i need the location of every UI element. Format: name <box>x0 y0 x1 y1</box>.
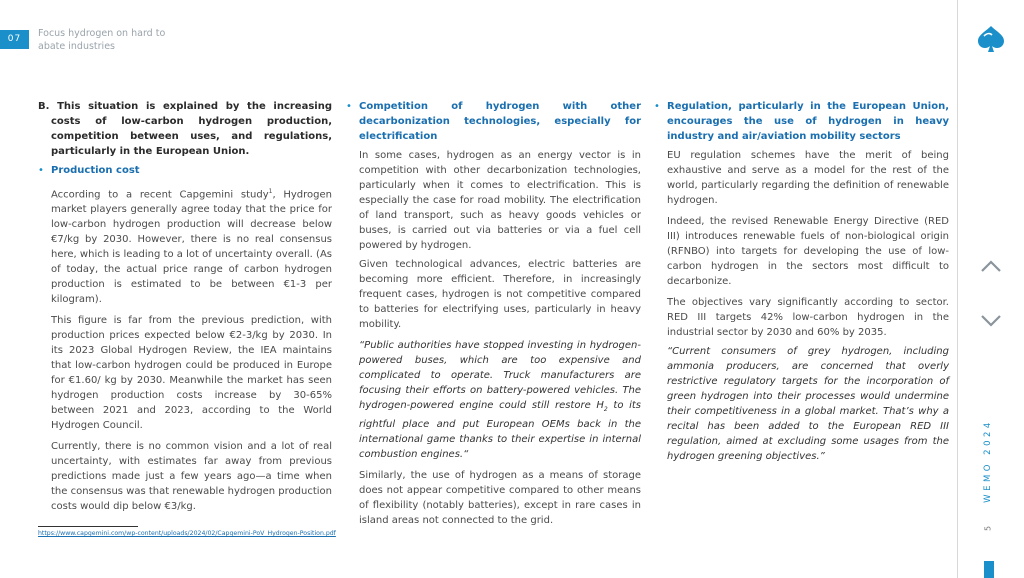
right-rail-divider <box>957 0 958 578</box>
brand-text: WEMO 2024 <box>983 419 993 503</box>
column-regulation <box>654 99 949 464</box>
pull-quote: “Public authorities have stopped investing in hydrogen-powered buses, which are too expensive and complicated to operate. Truck manufacturers are focusing their efforts on battery-powered vehicles. The hydrogen-powered engine could still restore $H_2$ to its rightful place and put European OEMs back in the international game thanks to their expertise in internal combustion engines.“ <box>359 340 642 460</box>
column-competition <box>346 99 641 528</box>
next-page-chevron-down-icon[interactable] <box>980 314 1002 328</box>
pull-quote: “Current consumers of grey hydrogen, including ammonia producers, are concerned that overly restrictive regulatory targets for the incorporation of green hydrogen into their processes would undermine their competitiveness in a global market. That’s why a recital has been added to the European RED III regulation, aimed at excluding some usages from the hydrogen greening objectives.” <box>667 346 949 462</box>
column-production-cost <box>38 99 332 514</box>
previous-page-chevron-up-icon[interactable] <box>980 259 1002 273</box>
footnote-ref: 1 <box>268 188 273 195</box>
paragraph: Similarly, the use of hydrogen as a means of storage does not appear competitive compared to other means of flexibility (notably batteries), except in rare cases in island areas not connected to the grid. <box>359 470 641 526</box>
intro-lead: B. This situation is explained by the increasing costs of low-carbon hydrogen production, competition between uses, and regulations, particularly in the European Union. <box>38 101 332 157</box>
paragraph: Currently, there is no common vision and a lot of real uncertainty, with estimates far away from previous predictions made just a few years ago—a time when the consensus was that renewable hydrogen production costs would dip below €3/kg. <box>51 441 332 513</box>
bullet-heading-competition: • Competition of hydrogen with other decarbonization technologies, especially for electrification <box>346 99 641 144</box>
bullet-heading-regulation: • Regulation, particularly in the European Union, encourages the use of hydrogen in heavy industry and air/aviation mobility sectors <box>654 99 949 144</box>
vertical-brand-label <box>980 420 996 504</box>
page-badge: 07 <box>0 30 29 49</box>
paragraph: In some cases, hydrogen as an energy vector is in competition with other decarbonization technologies, particularly when it comes to electrification. This is especially the case for road mobility. The electrification of land transport, such as heavy goods vehicles or buses, is carried out via batteries or via a fuel cell powered by hydrogen. <box>359 150 641 251</box>
paragraph: Indeed, the revised Renewable Energy Directive (RED III) introduces renewable fuels of non-biological origin (RFNBO) into targets for developing the use of low-carbon hydrogen in the sectors most difficult to decarbonize. <box>667 216 949 287</box>
paragraph: The objectives vary significantly according to sector. RED III targets 42% low-carbon hydrogen in the industrial sector by 2030 and 60% by 2035. <box>667 297 949 338</box>
paragraph: Given technological advances, electric batteries are becoming more efficient. Therefore, in increasingly frequent cases, hydrogen is not competitive compared to batteries for electrifying uses, particularly in heavy mobility. <box>359 259 641 330</box>
section-title: Focus hydrogen on hard to abate industries <box>38 28 166 52</box>
bullet-heading-production-cost: • Production cost <box>38 163 332 178</box>
paragraph: EU regulation schemes have the merit of being exhaustive and serve as a model for the rest of the world, particularly regarding the definition of renewable hydrogen. <box>667 150 949 206</box>
page-number: 5 <box>983 525 993 532</box>
paragraph: According to a recent Capgemini study$^1$, Hydrogen market players generally agree today that the price for low-carbon hydrogen production will decrease below €7/kg by 2030. However, there is no real consensus here, which is leading to a lot of uncertainty overall. (As of today, the actual price range of carbon hydrogen production is estimated to be between €1-3 per kilogram). <box>51 188 332 306</box>
footnote-link[interactable]: https://www.capgemini.com/wp-content/uploads/2024/02/Capgemini-PoV_Hydrogen-Position.pdf <box>38 530 336 537</box>
capgemini-spade-icon <box>975 24 1007 54</box>
bottom-accent-block <box>984 561 994 578</box>
footnote-divider <box>38 526 138 527</box>
paragraph: This figure is far from the previous prediction, with production prices expected below €2-3/kg by 2030. In its 2023 Global Hydrogen Review, the IEA maintains that low-carbon hydrogen could be produced in Europe for €1.60/ kg by 2030. Meanwhile the market has seen hydrogen production costs increase by 30-65% between 2021 and 2023, according to the World Hydrogen Council. <box>51 315 332 432</box>
